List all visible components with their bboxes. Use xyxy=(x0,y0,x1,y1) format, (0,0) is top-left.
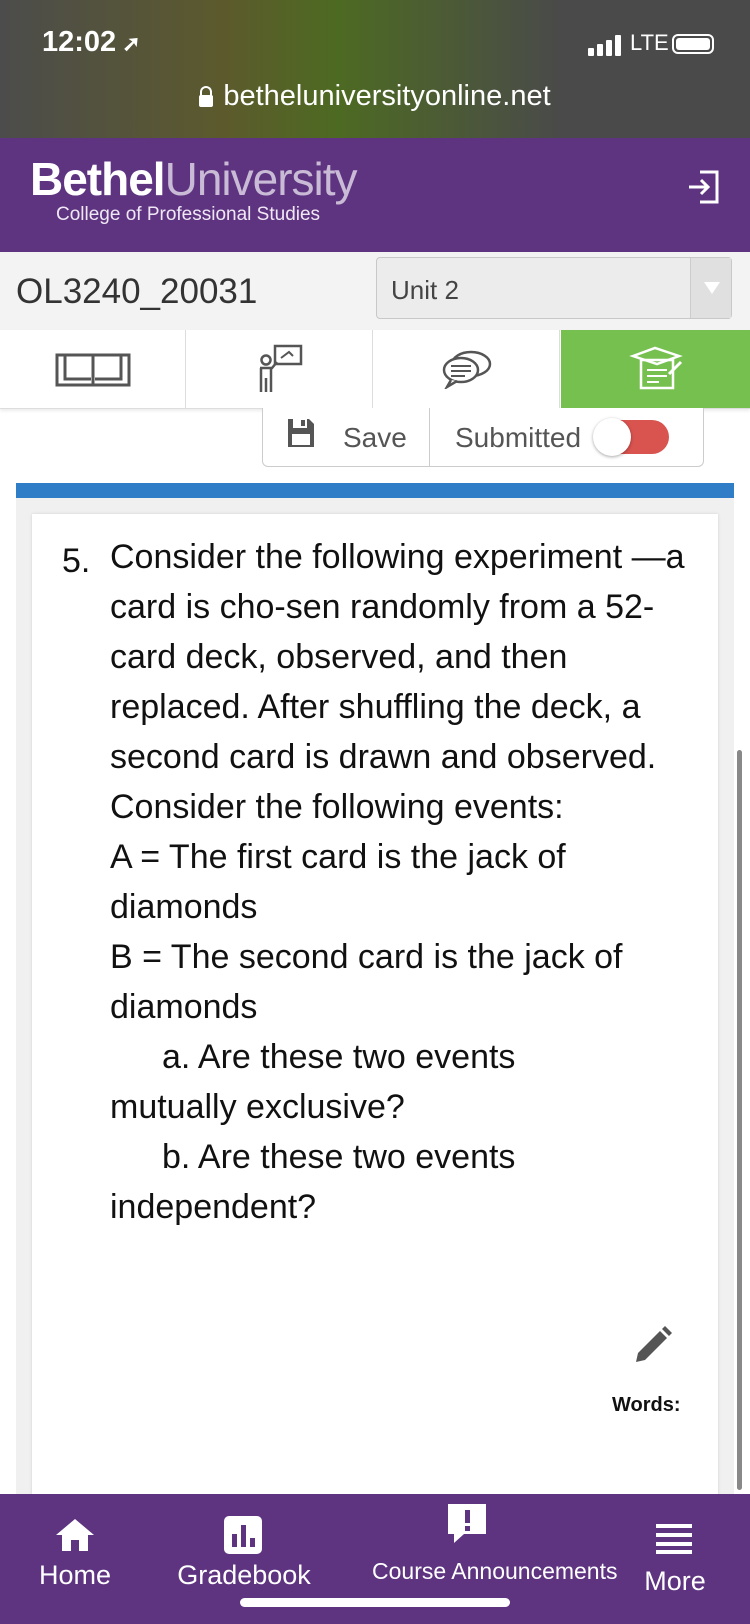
tab-content[interactable] xyxy=(0,330,186,408)
announcement-icon xyxy=(446,1502,488,1544)
chevron-down-icon xyxy=(690,258,731,318)
submitted-label: Submitted xyxy=(455,422,582,453)
event-a: A = The first card is the jack of diamonds xyxy=(110,838,566,926)
nav-more[interactable] xyxy=(618,1494,732,1624)
toggle-knob xyxy=(593,418,631,456)
tab-assignments[interactable] xyxy=(561,330,750,408)
instructor-icon xyxy=(257,344,303,394)
course-code: OL3240_20031 xyxy=(16,272,258,311)
question-text xyxy=(110,532,685,1232)
unit-select-value: Unit 2 xyxy=(391,275,459,305)
scrollbar[interactable] xyxy=(737,750,742,1490)
location-arrow-icon: ➚ xyxy=(122,31,141,56)
tab-discussion[interactable] xyxy=(374,330,560,408)
address-bar[interactable] xyxy=(0,80,750,113)
event-b: B = The second card is the jack of diamonds xyxy=(110,938,623,1026)
assignment-icon xyxy=(629,346,683,392)
logo-tagline: College of Professional Studies xyxy=(56,204,321,225)
university-logo[interactable]: BethelUniversity xyxy=(30,153,357,205)
browser-chrome xyxy=(0,0,750,138)
status-time: 12:02 ➚ xyxy=(42,26,141,58)
part-a: a. Are these two events xyxy=(162,1038,516,1076)
nav-gradebook-label: Gradebook xyxy=(177,1560,311,1590)
site-header xyxy=(0,138,750,252)
course-bar xyxy=(0,252,750,330)
battery-icon xyxy=(672,34,714,54)
menu-icon xyxy=(656,1524,692,1554)
save-icon xyxy=(287,418,315,448)
logout-icon[interactable] xyxy=(686,170,720,204)
section-divider xyxy=(16,483,734,498)
pencil-icon[interactable] xyxy=(632,1326,672,1366)
book-icon xyxy=(55,349,131,389)
question-card xyxy=(32,514,718,1514)
submission-toolbar xyxy=(262,408,704,467)
gradebook-icon xyxy=(224,1516,262,1554)
part-b: b. Are these two events xyxy=(162,1138,516,1176)
tab-instructor[interactable] xyxy=(187,330,373,408)
section-tabs xyxy=(0,330,750,409)
save-label: Save xyxy=(343,422,407,453)
word-count-label: Words: xyxy=(612,1394,681,1416)
lock-icon xyxy=(199,95,213,107)
home-indicator[interactable] xyxy=(240,1598,510,1607)
nav-home[interactable] xyxy=(20,1494,130,1624)
nav-home-label: Home xyxy=(38,1560,112,1590)
part-a-continued: mutually exclusive? xyxy=(110,1088,405,1126)
unit-select[interactable] xyxy=(376,257,732,319)
question-stem: Consider the following experiment —a card is cho-sen randomly from a 52-card deck, observed, and then replaced. After shuffling the deck, a second card is drawn and observed. Consider the following events: xyxy=(110,538,685,826)
submitted-toggle[interactable] xyxy=(595,420,669,454)
nav-more-label: More xyxy=(644,1566,706,1596)
network-label: LTE xyxy=(630,30,669,55)
part-b-continued: independent? xyxy=(110,1188,317,1226)
signal-strength-icon xyxy=(588,34,626,56)
save-button[interactable] xyxy=(263,408,430,466)
url-text: betheluniversityonline.net xyxy=(223,80,551,112)
question-number: 5. xyxy=(62,542,91,580)
home-icon xyxy=(55,1518,95,1552)
nav-announcements-label: Course Announcements xyxy=(372,1558,618,1584)
discussion-icon xyxy=(441,349,493,389)
